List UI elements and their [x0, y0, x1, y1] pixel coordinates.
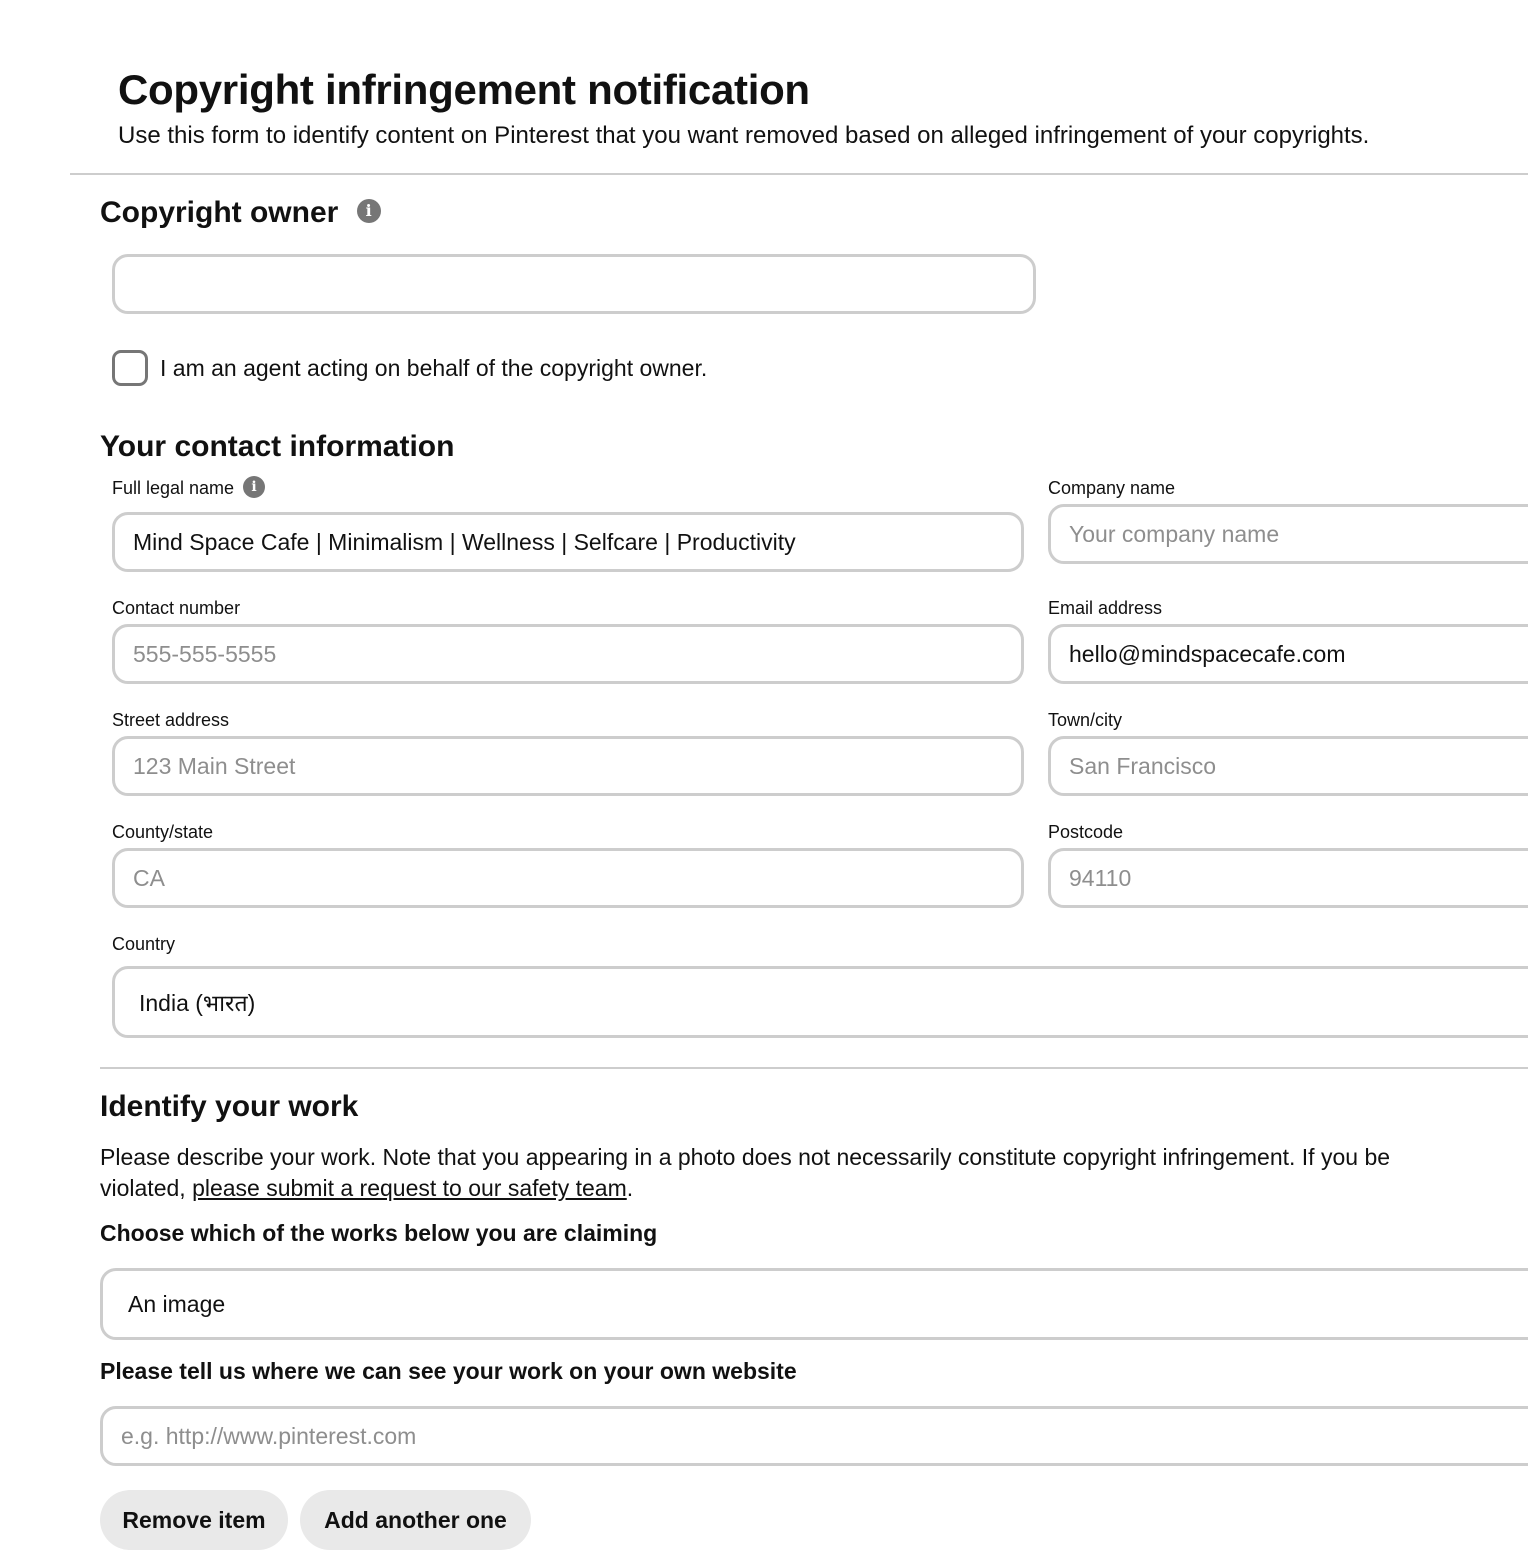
- page-title: Copyright infringement notification: [118, 66, 810, 113]
- copyright-owner-title: Copyright owner: [100, 196, 339, 229]
- street-address-label: Street address: [112, 710, 230, 730]
- website-input[interactable]: [100, 1406, 1528, 1466]
- contact-section-title: Your contact information: [100, 430, 455, 463]
- postcode-placeholder: 94110: [1069, 864, 1132, 891]
- contact-number-input[interactable]: [112, 624, 1024, 684]
- town-city-placeholder: San Francisco: [1069, 752, 1217, 779]
- work-description-prefix: violated,: [100, 1175, 193, 1201]
- email-address-input[interactable]: [1048, 624, 1528, 684]
- email-address-value: hello@mindspacecafe.com: [1069, 640, 1346, 667]
- email-address-label: Email address: [1048, 598, 1163, 618]
- postcode-input[interactable]: [1048, 848, 1528, 908]
- street-address-input[interactable]: [112, 736, 1024, 796]
- full-legal-name-label-row: [112, 478, 265, 499]
- safety-team-link[interactable]: please submit a request to our safety team: [192, 1175, 627, 1201]
- company-name-input[interactable]: [1048, 504, 1528, 564]
- choose-works-label: Choose which of the works below you are claiming: [100, 1220, 658, 1246]
- country-select[interactable]: [112, 966, 1528, 1038]
- contact-number-label: Contact number: [112, 598, 241, 618]
- info-icon[interactable]: i: [357, 199, 381, 223]
- agent-checkbox[interactable]: [112, 350, 148, 386]
- agent-checkbox-label[interactable]: I am an agent acting on behalf of the copyright owner.: [160, 355, 708, 381]
- company-name-label: Company name: [1048, 478, 1176, 498]
- copyright-owner-heading: [100, 196, 381, 230]
- company-name-placeholder: Your company name: [1069, 520, 1280, 547]
- work-description-line2: [100, 1173, 633, 1204]
- postcode-label: Postcode: [1048, 822, 1124, 842]
- work-description-suffix: .: [626, 1175, 634, 1201]
- street-address-placeholder: 123 Main Street: [133, 752, 296, 779]
- website-label: Please tell us where we can see your work on your own website: [100, 1358, 797, 1384]
- contact-divider: [100, 1067, 1528, 1069]
- county-state-placeholder: CA: [133, 864, 165, 891]
- contact-number-placeholder: 555-555-5555: [133, 640, 277, 667]
- work-type-selected-value: An image: [128, 1290, 226, 1317]
- work-description-line1: Please describe your work. Note that you appearing in a photo does not necessarily constitute copyright infringement. If you be: [100, 1144, 1391, 1170]
- town-city-input[interactable]: [1048, 736, 1528, 796]
- full-legal-name-value: Mind Space Cafe | Minimalism | Wellness | Selfcare | Productivity: [133, 528, 796, 555]
- page-subtitle: Use this form to identify content on Pinterest that you want removed based on alleged infringement of your copyrights.: [118, 122, 1370, 149]
- work-section-title: Identify your work: [100, 1090, 359, 1123]
- county-state-input[interactable]: [112, 848, 1024, 908]
- work-type-select[interactable]: [100, 1268, 1528, 1340]
- header-divider: [70, 173, 1528, 175]
- country-label: Country: [112, 934, 176, 954]
- info-icon[interactable]: i: [243, 476, 265, 498]
- remove-item-button[interactable]: Remove item: [100, 1490, 288, 1550]
- copyright-owner-input[interactable]: [112, 254, 1036, 314]
- full-legal-name-input[interactable]: [112, 512, 1024, 572]
- county-state-label: County/state: [112, 822, 214, 842]
- country-selected-value: India (भारत): [139, 990, 256, 1016]
- website-placeholder: e.g. http://www.pinterest.com: [121, 1422, 417, 1449]
- full-legal-name-label: Full legal name: [112, 478, 235, 498]
- town-city-label: Town/city: [1048, 710, 1123, 730]
- add-another-button[interactable]: Add another one: [300, 1490, 531, 1550]
